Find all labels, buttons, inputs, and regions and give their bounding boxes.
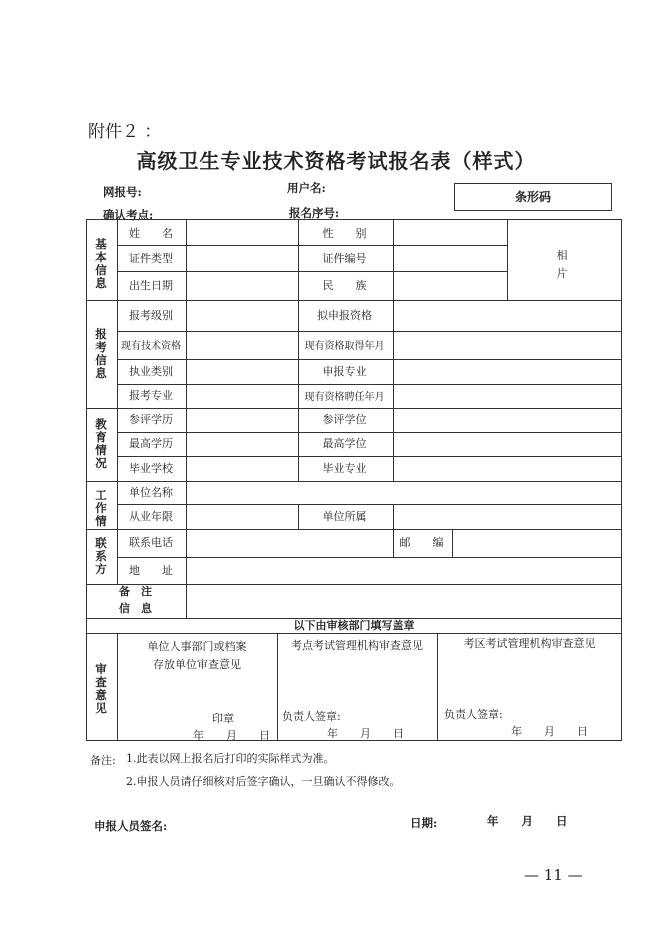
label-affiliation: 单位所属 [322, 509, 367, 523]
label-school: 毕业学校 [129, 461, 173, 475]
label-edu-high: 最高学历 [129, 437, 173, 450]
section-work: 工作情 [95, 488, 107, 528]
label-exam-specialty: 报考专业 [129, 389, 173, 402]
review-col3-title: 考区考试管理机构审查意见 [463, 637, 596, 650]
review-col1-date: 年 月 日 [193, 729, 270, 742]
label-major: 毕业专业 [322, 461, 367, 475]
page-title: 高级卫生专业技术资格考试报名表（样式） [136, 149, 536, 173]
label-ethnic: 民 族 [322, 279, 367, 292]
label-photo: 相片 [556, 249, 568, 280]
page-number: — 11 — [524, 866, 583, 884]
review-col1-seal: 印章 [212, 712, 234, 725]
section-review: 审查意见 [95, 662, 107, 715]
label-gender: 性 别 [322, 227, 367, 240]
label-degree-high: 最高学位 [322, 437, 367, 450]
section-exam-info: 报考信息 [95, 327, 107, 380]
review-col1-title [117, 638, 277, 674]
photo-area [507, 245, 617, 285]
footer-date-label: 日期: [410, 816, 438, 830]
section-education: 教育情况 [95, 417, 107, 470]
label-level: 报考级别 [129, 308, 173, 322]
review-col3-date: 年 月 日 [511, 725, 588, 738]
review-col2-date: 年 月 日 [327, 727, 404, 740]
section-basic-info: 基本信息 [95, 237, 107, 290]
label-employer: 单位名称 [129, 485, 173, 499]
username-label: 用户名: [287, 181, 326, 195]
section-contact: 联系方 [95, 536, 107, 576]
label-apply-specialty: 申报专业 [322, 364, 367, 378]
label-practice-type: 执业类别 [129, 364, 173, 378]
note-1: 1.此表以网上报名后打印的实际样式为准。 [126, 752, 335, 765]
label-appoint-year: 现有资格聘任年月 [304, 391, 385, 403]
label-id-type: 证件类型 [129, 252, 173, 265]
label-proposed-qual: 拟申报资格 [317, 308, 372, 322]
label-degree-eval: 参评学位 [322, 413, 367, 426]
label-qual-year: 现有资格取得年月 [304, 340, 385, 352]
label-postcode: 邮 编 [399, 536, 444, 549]
note-2: 2.申报人员请仔细核对后签字确认，一旦确认不得修改。 [126, 775, 401, 788]
footer-date-value: 年 月 日 [487, 814, 568, 828]
online-no-label: 网报号: [103, 185, 142, 199]
exam-site-label: 确认考点: [103, 208, 154, 222]
label-birth: 出生日期 [129, 279, 173, 292]
annex-label: 附件２ ： [88, 122, 162, 142]
label-name: 姓 名 [129, 227, 173, 240]
label-address: 地 址 [129, 563, 173, 577]
review-title: 以下由审核部门填写盖章 [293, 618, 415, 632]
label-edu-eval: 参评学历 [129, 413, 173, 426]
barcode-box: 条形码 [454, 183, 612, 211]
notes-label: 备注: [90, 754, 116, 767]
review-col1-line1: 单位人事部门或档案 [147, 640, 247, 653]
label-years: 从业年限 [129, 509, 173, 523]
applicant-signature-label: 申报人员签名: [94, 819, 168, 833]
reg-no-label: 报名序号: [289, 206, 340, 220]
review-col3-signer: 负责人签章: [444, 708, 503, 721]
review-col2-title: 考点考试管理机构审查意见 [291, 639, 423, 652]
label-id-no: 证件编号 [322, 252, 367, 265]
review-col2-signer: 负责人签章: [282, 710, 341, 723]
remarks-label-line1: 备 注 [119, 585, 152, 598]
label-current-qual: 现有技术资格 [121, 340, 181, 352]
label-phone: 联系电话 [129, 536, 173, 549]
remarks-label [86, 583, 185, 617]
remarks-label-line2: 信 息 [119, 602, 152, 615]
review-col1-line2: 存放单位审查意见 [153, 658, 241, 671]
